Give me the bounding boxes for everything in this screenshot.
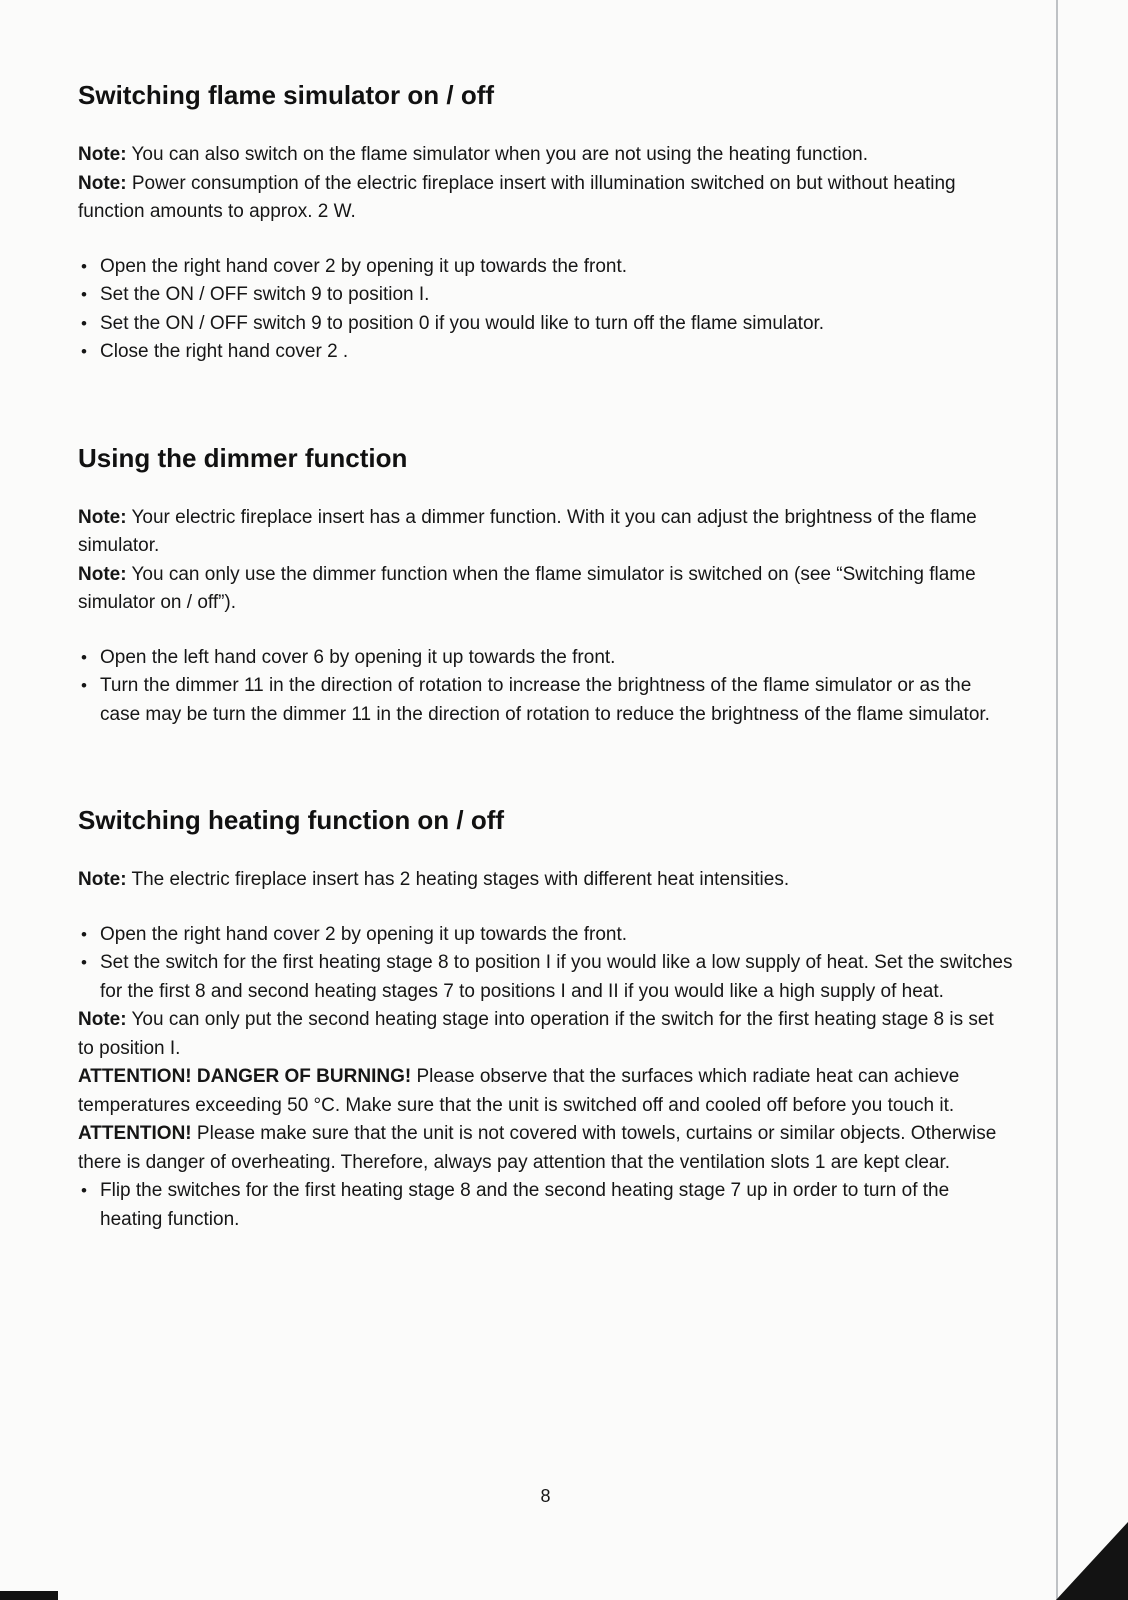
list-item: • Set the ON / OFF switch 9 to position 0 if you would like to turn off the flame simulator. [78,310,1013,339]
note-text: You can only use the dimmer function when the flame simulator is switched on (see “Switching flame simulator on / off”). [78,563,976,613]
instruction-list [78,1177,1013,1234]
section-heading: Switching flame simulator on / off [78,80,495,110]
note-paragraph [78,170,1013,227]
note-text: You can also switch on the flame simulator when you are not using the heating function. [126,144,869,165]
note-label: Note: [78,144,127,165]
attention-text: Please make sure that the unit is not covered with towels, curtains or similar objects. Otherwise there is danger of overheating. Therefore, always pay attention that the ventilation slots 1 are kept clear. [78,1123,997,1173]
attention-paragraph [78,1063,1013,1120]
note-text: Your electric fireplace insert has a dimmer function. With it you can adjust the brightness of the flame simulator. [78,506,977,556]
section-heating-function [78,805,1013,1234]
list-item: • Set the ON / OFF switch 9 to position I. [78,281,1013,310]
page-content [78,80,1013,1234]
instruction-list [78,253,1013,367]
attention-paragraph [78,1120,1013,1177]
note-paragraph [78,141,1013,170]
section-dimmer-function [78,443,1013,730]
note-label: Note: [78,172,127,194]
note-label: Note: [78,869,127,890]
note-label: Note: [78,506,127,528]
section-heading: Switching heating function on / off [78,805,505,835]
list-item: • Turn the dimmer 11 in the direction of rotation to increase the brightness of the flame simulator or as the case may be turn the dimmer 11 in the direction of rotation to reduce the brightness of the flame simulator. [78,672,1013,729]
note-block [78,141,1013,227]
note-block [78,504,1013,618]
list-item: • Flip the switches for the first heating stage 8 and the second heating stage 7 up in order to turn of the heating function. [78,1177,1013,1234]
list-item: • Open the left hand cover 6 by opening it up towards the front. [78,644,1013,673]
scan-artifact-bottom-right [1056,1522,1128,1600]
note-paragraph [78,1006,1013,1063]
warning-block [78,1006,1013,1177]
instruction-list [78,644,1013,730]
note-label: Note: [78,563,127,585]
note-paragraph [78,504,1013,561]
instruction-list [78,921,1013,1007]
note-paragraph [78,561,1013,618]
note-block [78,866,1013,895]
list-item: • Open the right hand cover 2 by opening it up towards the front. [78,253,1013,282]
note-paragraph [78,866,1013,895]
list-item: • Open the right hand cover 2 by opening it up towards the front. [78,921,1013,950]
attention-label: ATTENTION! DANGER OF BURNING! [78,1066,412,1087]
section-heading: Using the dimmer function [78,442,408,473]
attention-label: ATTENTION! [78,1123,192,1144]
note-label: Note: [78,1009,127,1030]
scan-artifact-line [1056,0,1058,1600]
list-item: • Set the switch for the first heating stage 8 to position I if you would like a low supply of heat. Set the switches for the first 8 and second heating stages 7 to positions I and II if you would like a high supply of heat. [78,949,1013,1006]
note-text: You can only put the second heating stage into operation if the switch for the first heating stage 8 is set to position I. [78,1009,994,1059]
attention-text: Please observe that the surfaces which radiate heat can achieve temperatures exceeding 50 °C. Make sure that the unit is switched off and cooled off before you touch it. [78,1066,960,1116]
scan-artifact-bottom-left [0,1591,58,1600]
note-text: Power consumption of the electric fireplace insert with illumination switched on but without heating function amounts to approx. 2 W. [78,172,956,222]
section-flame-simulator [78,80,1013,367]
page-number: 8 [540,1486,551,1506]
note-text: The electric fireplace insert has 2 heating stages with different heat intensities. [126,869,790,890]
list-item: • Close the right hand cover 2 . [78,338,1013,367]
